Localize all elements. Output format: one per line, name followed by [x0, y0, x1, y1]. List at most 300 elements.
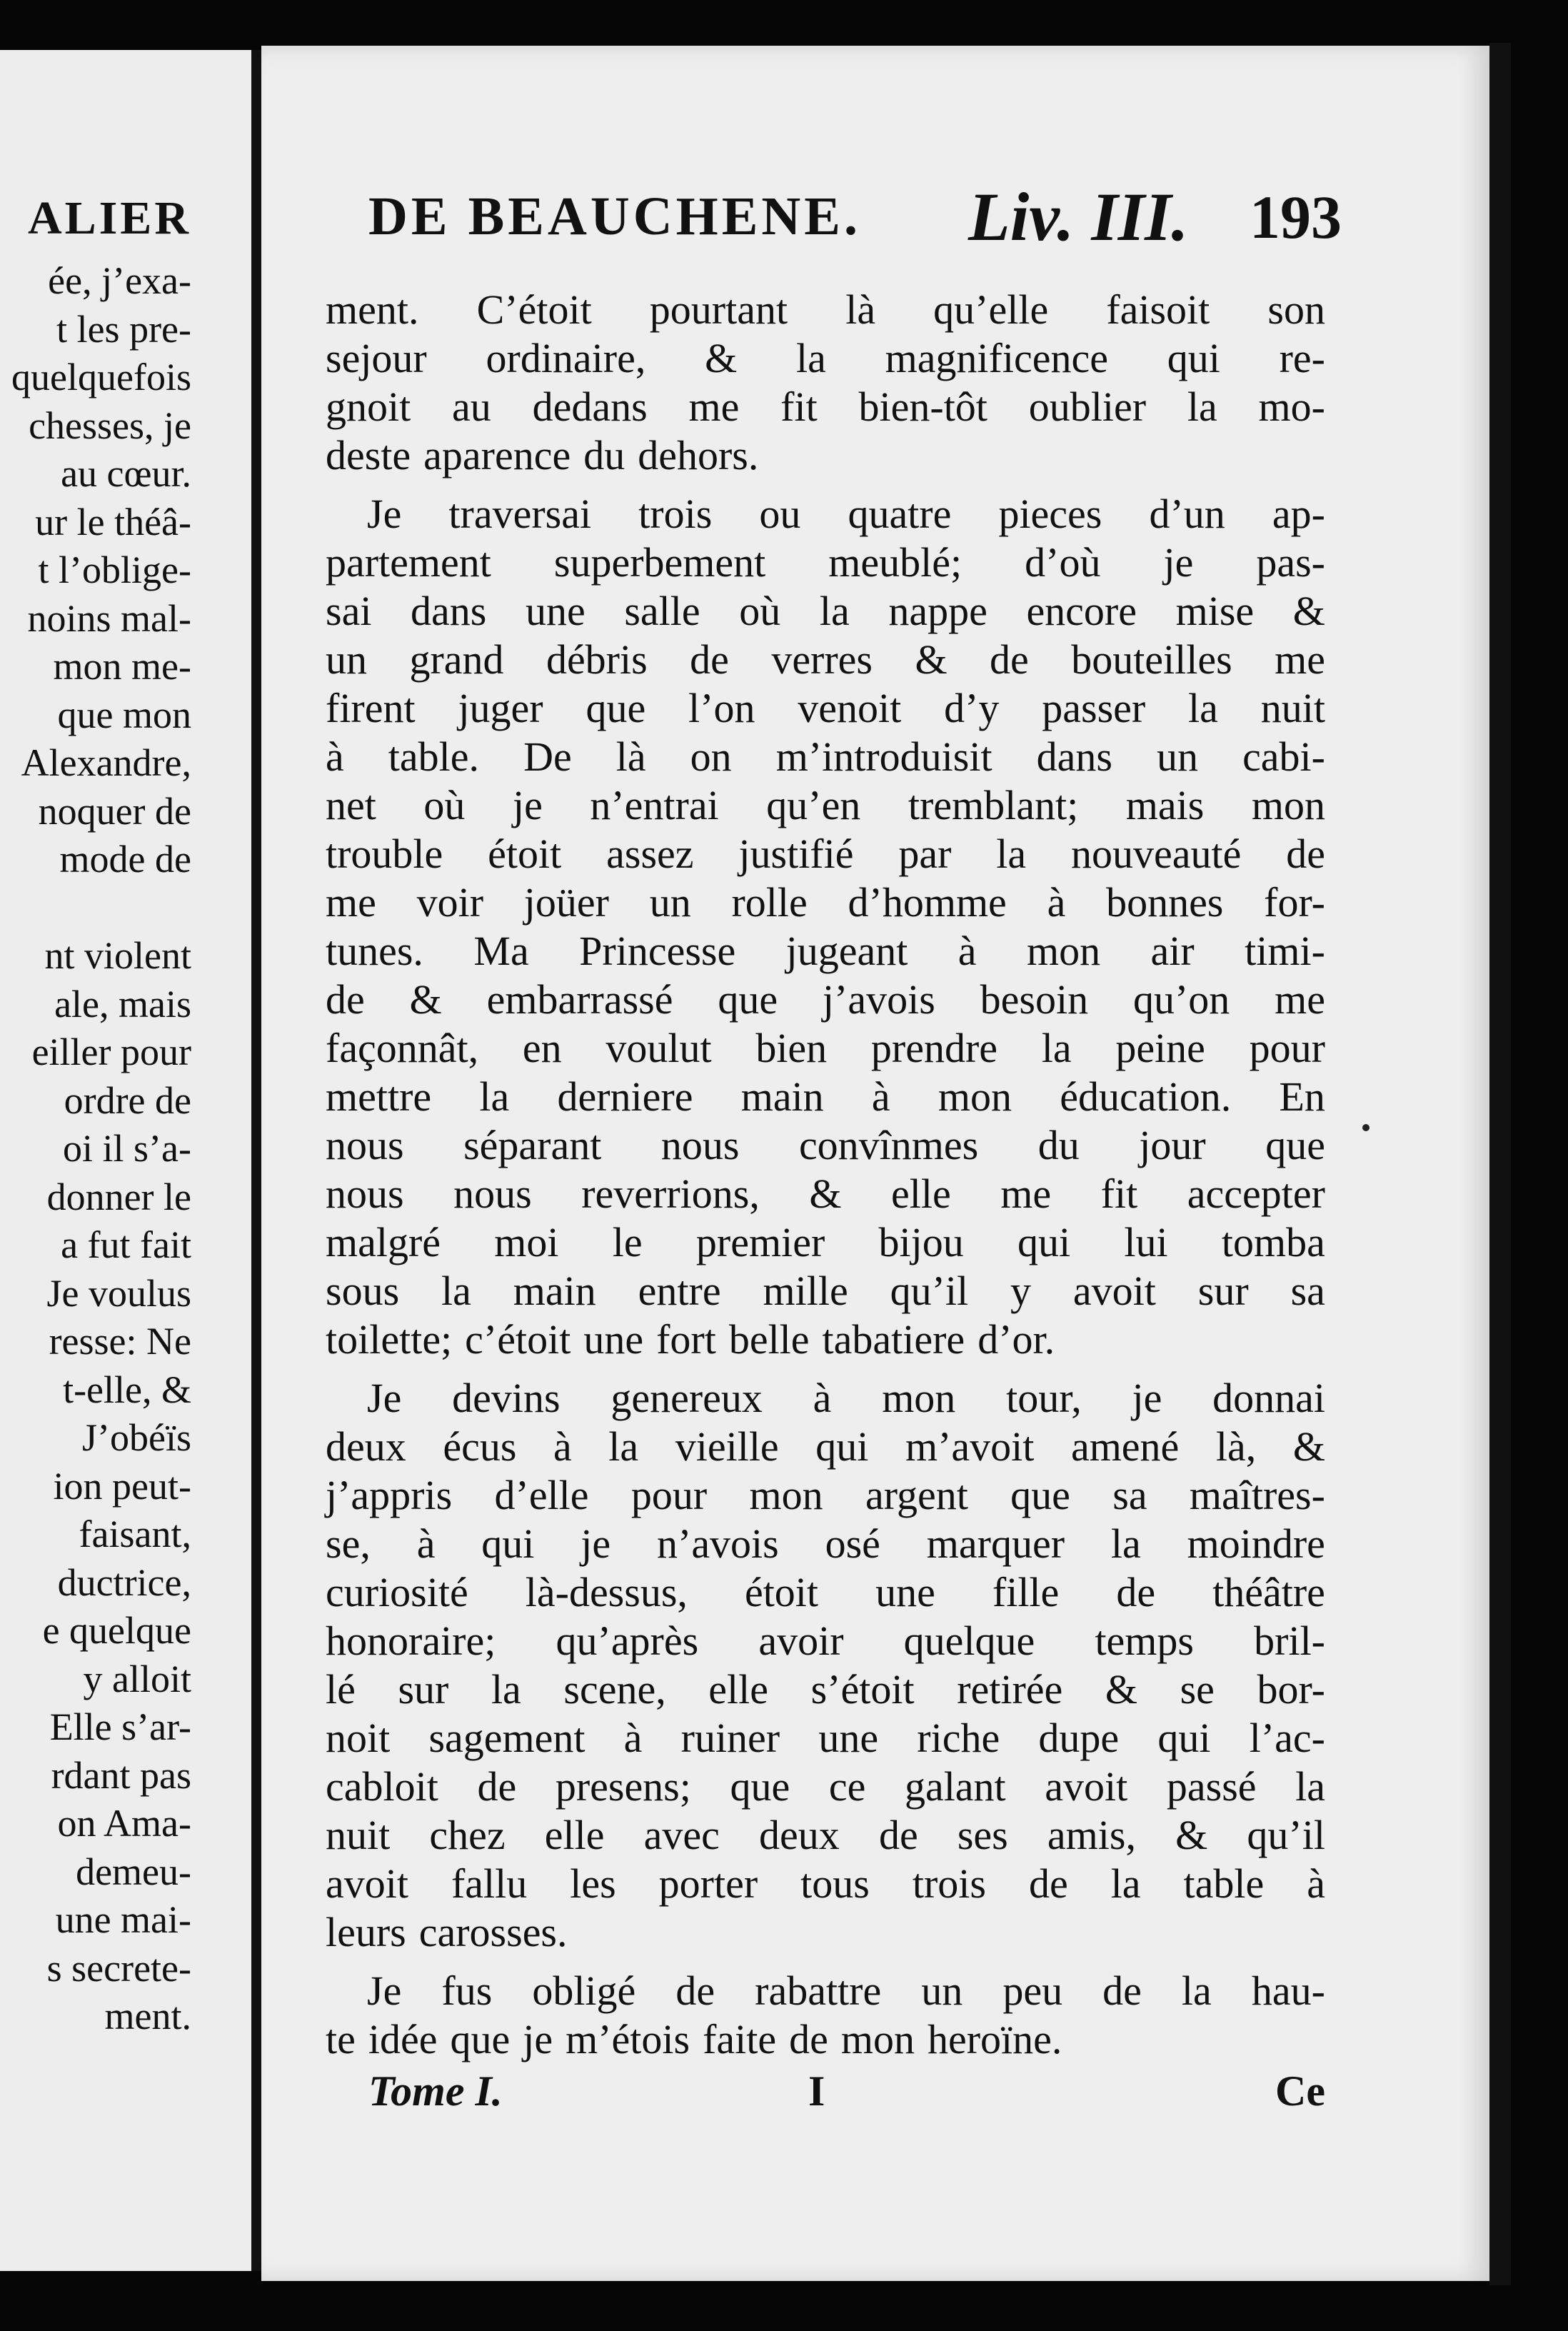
text-line [326, 2015, 1325, 2064]
word: de [789, 2016, 828, 2062]
word: une [875, 1569, 935, 1615]
word: cabi- [1242, 733, 1325, 780]
word: tabatiere [822, 1316, 965, 1363]
word: oublier [1028, 384, 1147, 430]
text-line [326, 976, 1325, 1024]
word: mon [1251, 782, 1325, 828]
left-page-line: e quelque [42, 1609, 191, 1652]
word: façonnât, [326, 1025, 479, 1071]
text-line [326, 334, 1325, 383]
word: la [1295, 1763, 1325, 1810]
left-page-line: chesses, je [29, 403, 191, 447]
word: ou [759, 491, 801, 537]
word: rabattre [755, 1967, 882, 2014]
word: verres [771, 636, 873, 683]
word: & [409, 976, 442, 1023]
left-page-line: t les pre- [56, 307, 191, 351]
word: la [819, 588, 850, 634]
text-line [326, 1218, 1325, 1267]
text-line [326, 636, 1325, 684]
word: nous [453, 1170, 532, 1217]
word: à [623, 1715, 643, 1761]
page-number: 193 [1250, 183, 1342, 251]
left-page-line: eiller pour [31, 1031, 191, 1073]
word: dedans [532, 384, 648, 430]
word: moindre [1187, 1520, 1325, 1567]
text-line [326, 490, 1325, 538]
word: moi [494, 1219, 559, 1265]
word: débris [546, 636, 648, 683]
word: la [996, 831, 1027, 877]
word: leurs [326, 1909, 406, 1955]
word: partement [326, 539, 491, 586]
word: mettre [326, 1073, 432, 1120]
word: faite [703, 2016, 777, 2062]
word: idée [368, 2016, 438, 2062]
word: re- [1279, 335, 1325, 381]
signature-mark: I [808, 2067, 825, 2115]
text-line [326, 1908, 1325, 1957]
word: à [813, 1375, 832, 1421]
word: écus [443, 1423, 517, 1470]
text-line [326, 1073, 1325, 1121]
word: justifié [738, 831, 854, 877]
word: sous [326, 1268, 400, 1314]
word: sagement [428, 1715, 586, 1761]
text-line [326, 587, 1325, 636]
word: qu’il [1247, 1812, 1325, 1858]
word: n’avois [657, 1520, 779, 1567]
word: table. [388, 733, 480, 780]
word: besoin [980, 976, 1089, 1023]
text-line [326, 733, 1325, 781]
word: tunes. [326, 928, 423, 974]
word: le [612, 1219, 643, 1265]
word: la [795, 335, 826, 381]
word: curiosité [326, 1569, 468, 1615]
word: nuit [326, 1812, 391, 1858]
left-page-line: rdant pas [51, 1753, 191, 1797]
word: Princesse [579, 928, 736, 974]
word: séparant [463, 1122, 602, 1168]
word: bor- [1257, 1666, 1325, 1713]
word: pieces [998, 491, 1102, 537]
paragraph-gap [326, 480, 1325, 490]
word: mais [1125, 782, 1205, 828]
word: de [690, 636, 729, 683]
word: là, [1215, 1423, 1257, 1470]
word: Je [367, 1967, 402, 2014]
word: peine [1115, 1025, 1205, 1071]
word: je [581, 1520, 611, 1567]
word: amis, [1047, 1812, 1136, 1858]
word: bijou [878, 1219, 964, 1265]
word: osé [825, 1520, 880, 1567]
word: de [990, 636, 1029, 683]
word: mise [1175, 588, 1255, 634]
word: de [1102, 1967, 1142, 2014]
word: mon [882, 1375, 956, 1421]
left-page-line: ale, mais [54, 982, 191, 1026]
word: d’où [1025, 539, 1101, 586]
word: j’appris [326, 1472, 453, 1518]
text-line [326, 538, 1325, 587]
word: une [583, 1316, 644, 1363]
text-line [326, 1665, 1325, 1714]
left-page-line [0, 884, 191, 933]
word: noit [326, 1715, 391, 1761]
running-head-title: DE BEAUCHENE. [368, 186, 861, 246]
word: m’étois [566, 2016, 690, 2062]
paragraph-gap [326, 1957, 1325, 1967]
word: c’étoit [465, 1316, 571, 1363]
word: qu’elle [933, 286, 1049, 333]
word: traversai [448, 491, 592, 537]
text-line [326, 684, 1325, 733]
word: me [1275, 636, 1325, 683]
word: un [326, 636, 367, 683]
word: qu’il [890, 1268, 969, 1314]
left-page-line: mode de [59, 838, 191, 881]
word: cabloit [326, 1763, 438, 1810]
word: s’étoit [810, 1666, 915, 1713]
word: quatre [848, 491, 952, 537]
word: superbement [553, 539, 766, 586]
word: les [570, 1860, 616, 1907]
word: du [583, 432, 625, 478]
word: Je [367, 491, 402, 537]
word: main [740, 1073, 824, 1120]
word: argent [865, 1472, 968, 1518]
word: par [898, 831, 952, 877]
word: que [586, 685, 646, 731]
word: avoit [1045, 1763, 1128, 1810]
word: ordinaire, [486, 335, 646, 381]
word: donnai [1212, 1375, 1325, 1421]
text-line [326, 1811, 1325, 1860]
word: marquer [926, 1520, 1065, 1567]
word: amené [1070, 1423, 1180, 1470]
word: genereux [610, 1375, 763, 1421]
word: bouteilles [1071, 636, 1232, 683]
word: deux [326, 1423, 406, 1470]
word: y [1010, 1268, 1032, 1314]
word: nous [326, 1122, 404, 1168]
left-page-line: ment. [104, 1995, 191, 2037]
word: une [525, 588, 586, 634]
word: aparence [423, 432, 571, 478]
left-page-line: nt violent [44, 934, 191, 977]
word: mon [749, 1472, 823, 1518]
word: que [718, 976, 778, 1023]
body-text [326, 286, 1325, 2064]
word: que [730, 1763, 790, 1810]
left-running-head: ALIER [27, 192, 191, 244]
word: fallu [451, 1860, 528, 1907]
left-page-line: noins mal- [27, 596, 191, 640]
word: & [1292, 1423, 1325, 1470]
word: porter [658, 1860, 758, 1907]
page-footer [326, 2067, 1325, 2124]
left-page-line: ductrice, [57, 1560, 191, 1604]
word: d’y [944, 685, 1000, 731]
word: elle [708, 1666, 769, 1713]
word: qu’après [556, 1618, 699, 1664]
word: la [441, 1268, 471, 1314]
word: presens; [555, 1763, 691, 1810]
word: avoit [326, 1860, 408, 1907]
text-line [326, 1024, 1325, 1073]
word: fus [441, 1967, 493, 2014]
left-page-line: faisant, [79, 1513, 191, 1555]
word: dans [1036, 733, 1112, 780]
word: grand [409, 636, 504, 683]
word: m’avoit [905, 1423, 1035, 1470]
word: de [477, 1763, 517, 1810]
word: juger [458, 685, 543, 731]
word: te [326, 2016, 356, 2062]
word: nous [326, 1170, 404, 1217]
word: mon [1026, 928, 1101, 974]
catchword: Ce [1275, 2067, 1325, 2115]
word: sejour [326, 335, 427, 381]
word: voulut [605, 1025, 712, 1071]
left-page-line: resse: Ne [49, 1320, 191, 1363]
word: que [1265, 1122, 1325, 1168]
word: trouble [326, 831, 443, 877]
word: temps [1095, 1618, 1194, 1664]
word: devins [452, 1375, 561, 1421]
word: à [553, 1423, 572, 1470]
text-line [326, 1315, 1325, 1364]
word: lui [1124, 1219, 1168, 1265]
word: malgré [326, 1219, 441, 1265]
word: j’avois [822, 976, 935, 1023]
word: tremblant; [908, 782, 1079, 828]
word: honoraire; [326, 1618, 496, 1664]
word: En [1279, 1073, 1325, 1120]
word: & [809, 1170, 842, 1217]
word: passé [1166, 1763, 1257, 1810]
word: elle [544, 1812, 605, 1858]
word: vieille [675, 1423, 779, 1470]
left-page-line: a fut fait [61, 1223, 191, 1266]
word: de [1286, 831, 1325, 877]
text-line [326, 1617, 1325, 1665]
word: une [818, 1715, 879, 1761]
word: d’homme [848, 879, 1007, 926]
word: magnificence [885, 335, 1108, 381]
text-line [326, 431, 1325, 480]
word: for- [1264, 879, 1325, 926]
word: la [491, 1666, 521, 1713]
word: assez [606, 831, 694, 877]
word: pour [1249, 1025, 1325, 1071]
text-line [326, 1121, 1325, 1170]
left-page-line: s secrete- [46, 1946, 191, 1990]
word: la [1188, 685, 1218, 731]
word: obligé [532, 1967, 636, 2014]
word: mo- [1258, 384, 1325, 430]
word: avoit [1072, 1268, 1156, 1314]
word: bonnes [1106, 879, 1224, 926]
word: passer [1042, 685, 1146, 731]
word: n’entrai [590, 782, 719, 828]
word: pas- [1256, 539, 1325, 586]
word: qui [815, 1423, 869, 1470]
word: à [871, 1073, 890, 1120]
word: m’introduisit [775, 733, 992, 780]
word: net [326, 782, 376, 828]
word: embarrassé [486, 976, 673, 1023]
word: derniere [557, 1073, 693, 1120]
word: De [523, 733, 572, 780]
word: quelque [903, 1618, 1035, 1664]
word: qu’en [766, 782, 861, 828]
word: Ma [473, 928, 529, 974]
word: dupe [1038, 1715, 1120, 1761]
text-line [326, 1423, 1325, 1471]
word: ses [957, 1812, 1008, 1858]
word: pourtant [649, 286, 788, 333]
word: tomba [1221, 1219, 1325, 1265]
word: bril- [1254, 1618, 1325, 1664]
word: qui [1167, 335, 1220, 381]
word: à [1307, 1860, 1325, 1907]
word: trois [912, 1860, 986, 1907]
left-page-line: donner le [46, 1175, 191, 1218]
word: rolle [731, 879, 808, 926]
word: me [688, 384, 740, 430]
word: au [452, 384, 491, 430]
left-page-line: ée, j’exa- [48, 259, 191, 302]
word: la [1041, 1025, 1072, 1071]
word: nappe [888, 588, 987, 634]
word: sur [398, 1666, 449, 1713]
text-line [326, 830, 1325, 878]
word: un [921, 1967, 963, 2014]
left-page-line: t l’oblige- [38, 548, 191, 591]
left-page-line: ordre de [64, 1078, 191, 1122]
word: je [1163, 539, 1194, 586]
word: sur [1197, 1268, 1249, 1314]
word: mon [840, 2016, 915, 2062]
left-page-line: t-elle, & [63, 1368, 191, 1411]
left-page-line: quelquefois [11, 356, 191, 398]
word: fille [992, 1569, 1060, 1615]
word: se, [326, 1520, 371, 1567]
word: tous [800, 1860, 870, 1907]
word: où [423, 782, 466, 828]
word: me [326, 879, 376, 926]
word: là-dessus, [525, 1569, 688, 1615]
word: à [1047, 879, 1066, 926]
word: qui [1157, 1715, 1211, 1761]
word: à [416, 1520, 436, 1567]
left-page-line: oi il s’a- [63, 1127, 191, 1170]
word: convînmes [798, 1122, 979, 1168]
word: & [1105, 1666, 1137, 1713]
word: nuit [1260, 685, 1325, 731]
word: faisoit [1106, 286, 1210, 333]
left-page-line: une mai- [55, 1898, 191, 1941]
word: jour [1139, 1122, 1206, 1168]
word: du [1037, 1122, 1080, 1168]
text-line [326, 1374, 1325, 1423]
word: fort [656, 1316, 716, 1363]
word: galant [904, 1763, 1006, 1810]
text-line [326, 1714, 1325, 1763]
main-page [261, 46, 1489, 2281]
word: étoit [488, 831, 562, 877]
word: dans [411, 588, 487, 634]
word: retirée [957, 1666, 1063, 1713]
word: ruiner [680, 1715, 780, 1761]
word: ment. [326, 286, 419, 333]
word: venoit [798, 685, 902, 731]
word: un [649, 879, 691, 926]
text-line [326, 1568, 1325, 1617]
text-line [326, 383, 1325, 431]
word: ce [828, 1763, 866, 1810]
word: & [1175, 1812, 1208, 1858]
word: gnoit [326, 384, 411, 430]
text-line [326, 1267, 1325, 1315]
word: son [1267, 286, 1325, 333]
word: entre [638, 1268, 721, 1314]
running-head [368, 179, 1489, 271]
word: main [513, 1268, 596, 1314]
left-page-line: noquer de [38, 789, 191, 833]
word: d’un [1149, 491, 1225, 537]
word: là [615, 733, 646, 780]
left-facing-page [0, 50, 257, 2271]
word: l’ac- [1249, 1715, 1325, 1761]
word: pour [630, 1472, 708, 1518]
word: trois [638, 491, 713, 537]
word: se [1180, 1666, 1215, 1713]
word: la [608, 1423, 639, 1470]
word: je [512, 782, 543, 828]
paragraph-gap [326, 1364, 1325, 1374]
word: ap- [1272, 491, 1325, 537]
word: table [1183, 1860, 1265, 1907]
word: sa [1112, 1472, 1147, 1518]
word: à [958, 928, 977, 974]
left-page-line: Je voulus [46, 1271, 191, 1315]
running-head-book: Liv. III. [968, 179, 1189, 255]
word: de [878, 1812, 918, 1858]
word: où [739, 588, 781, 634]
word: premier [695, 1219, 825, 1265]
word: je [523, 2016, 553, 2062]
word: hau- [1251, 1967, 1325, 2014]
word: & [705, 335, 738, 381]
word: tour, [1006, 1375, 1082, 1421]
word: C’étoit [476, 286, 592, 333]
word: carosses. [418, 1909, 568, 1955]
word: lé [326, 1666, 356, 1713]
word: sai [326, 588, 372, 634]
word: que [1010, 1472, 1070, 1518]
word: théâtre [1212, 1569, 1325, 1615]
word: la [1110, 1520, 1141, 1567]
left-page-line: ion peut- [53, 1464, 191, 1508]
text-line [326, 1967, 1325, 2015]
word: deux [759, 1812, 840, 1858]
left-page-line: J’obéïs [82, 1416, 191, 1459]
book-gutter [251, 50, 261, 2271]
